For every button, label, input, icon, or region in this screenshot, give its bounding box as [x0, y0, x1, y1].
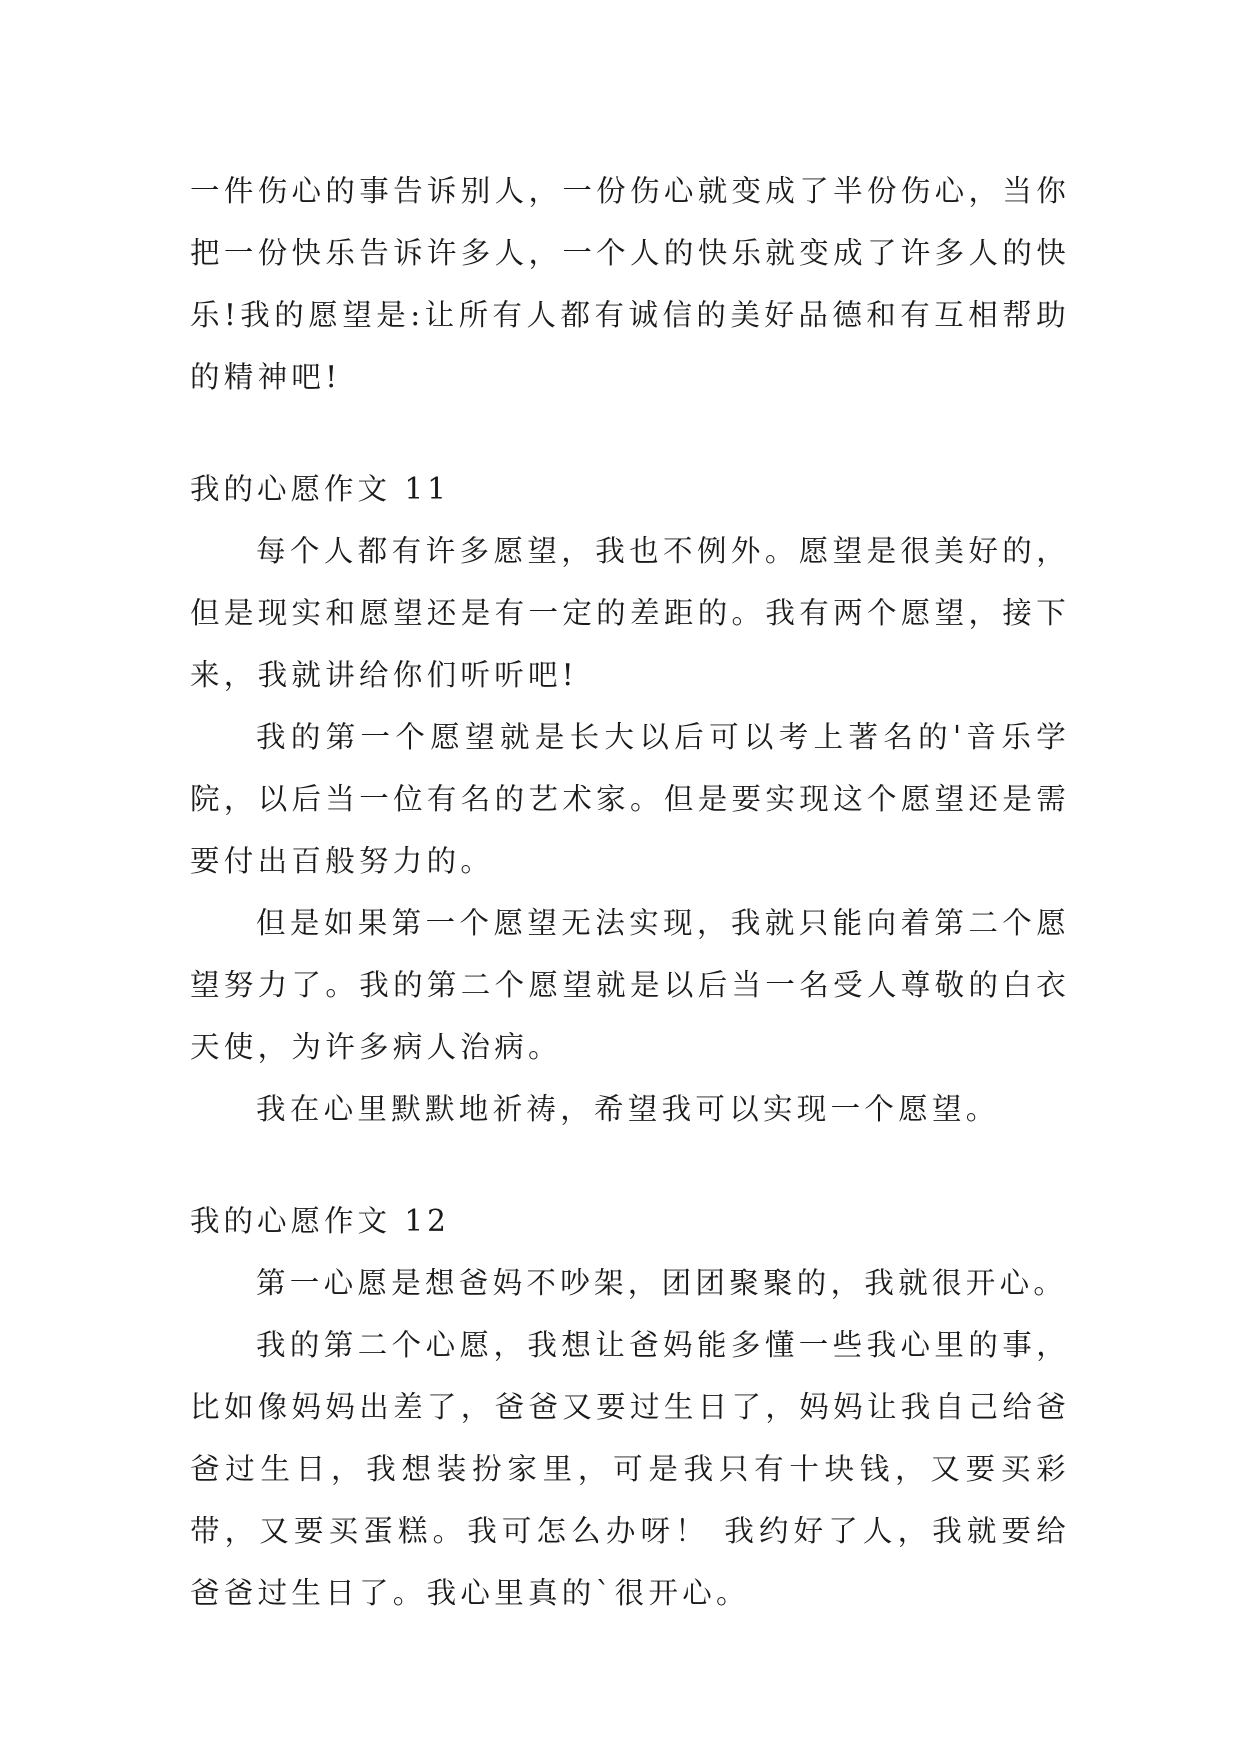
- essay-11-paragraph-4: 我在心里默默地祈祷，希望我可以实现一个愿望。: [256, 1092, 1000, 1126]
- section-gap: [190, 408, 1070, 458]
- section-gap: [190, 1140, 1070, 1190]
- essay-12-title: 我的心愿作文 12: [190, 1204, 450, 1238]
- intro-paragraph: 一件伤心的事告诉别人，一份伤心就变成了半份伤心，当你把一份快乐告诉许多人，一个人的快乐就变成了许多人的快乐!我的愿望是:让所有人都有诚信的美好品德和有互相帮助的精神吧!: [190, 174, 1070, 394]
- essay-11-paragraph-1: 每个人都有许多愿望，我也不例外。愿望是很美好的，但是现实和愿望还是有一定的差距的。我有两个愿望，接下来，我就讲给你们听听吧!: [190, 534, 1070, 692]
- essay-11-paragraph-3: 但是如果第一个愿望无法实现，我就只能向着第二个愿望努力了。我的第二个愿望就是以后当一名受人尊敬的白衣天使，为许多病人治病。: [190, 906, 1070, 1064]
- document-body: [190, 160, 1070, 1624]
- essay-12-paragraph-1: 第一心愿是想爸妈不吵架，团团聚聚的，我就很开心。: [256, 1266, 1068, 1300]
- essay-12-paragraph-2: 我的第二个心愿，我想让爸妈能多懂一些我心里的事，比如像妈妈出差了，爸爸又要过生日了，妈妈让我自己给爸爸过生日，我想装扮家里，可是我只有十块钱，又要买彩带，又要买蛋糕。我可怎么办呀！ 我约好了人，我就要给爸爸过生日了。我心里真的`很开心。: [190, 1328, 1070, 1610]
- essay-11-paragraph-2: 我的第一个愿望就是长大以后可以考上著名的'音乐学院，以后当一位有名的艺术家。但是要实现这个愿望还是需要付出百般努力的。: [190, 720, 1070, 878]
- essay-11-title: 我的心愿作文 11: [190, 472, 450, 506]
